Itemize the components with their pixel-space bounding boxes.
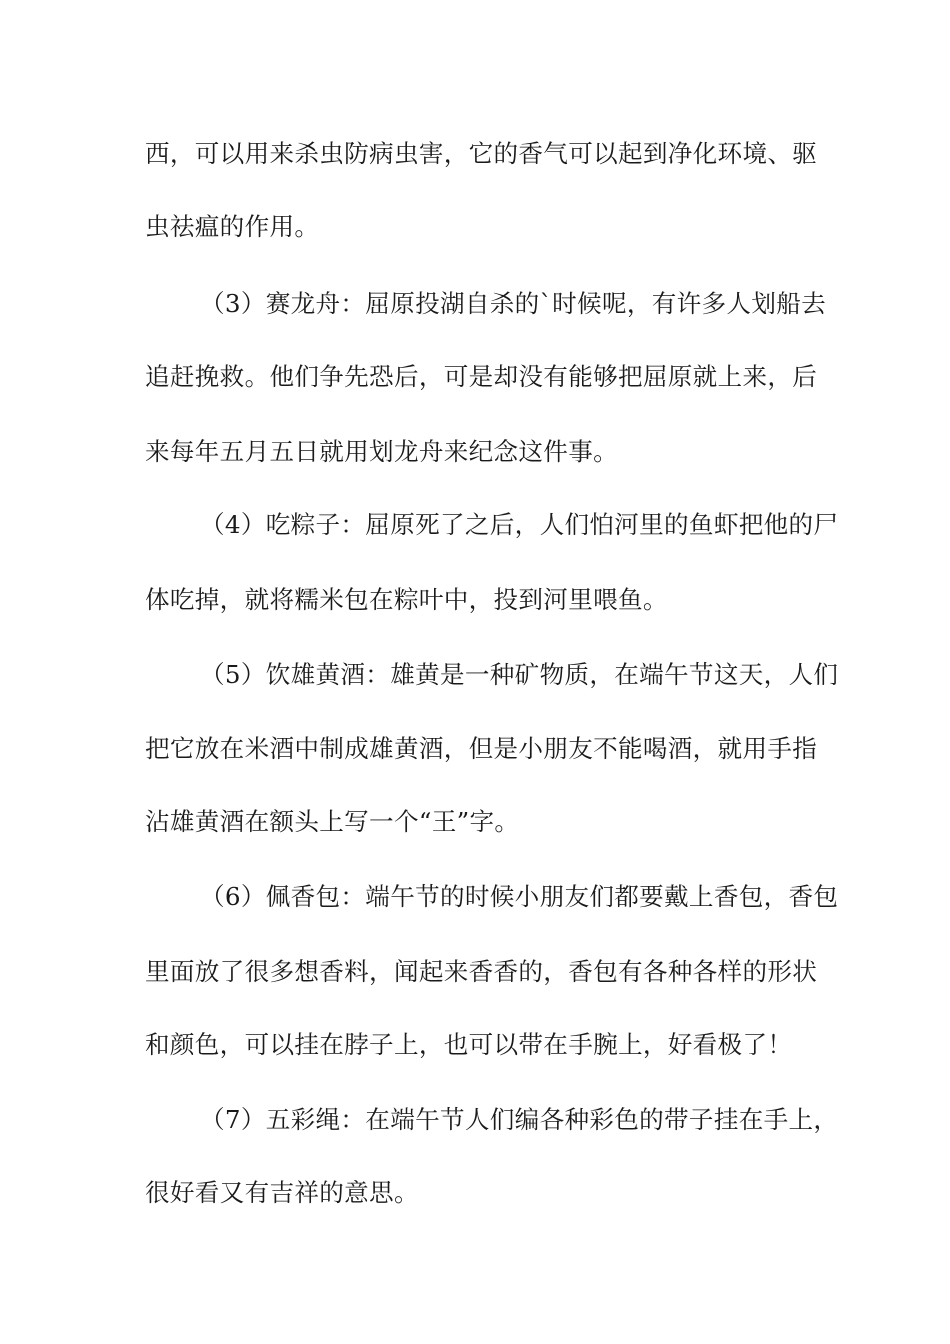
text-line: 里面放了很多想香料，闻起来香香的，香包有各种各样的形状 bbox=[145, 957, 818, 986]
text-line: 体吃掉，就将糯米包在粽叶中，投到河里喂鱼。 bbox=[145, 585, 668, 614]
paragraph-3-start: （3）赛龙舟：屈原投湖自杀的`时候呢，有许多人划船去 bbox=[200, 289, 826, 318]
paragraph-4-start: （4）吃粽子：屈原死了之后，人们怕河里的鱼虾把他的尸 bbox=[200, 510, 839, 539]
text-line: 和颜色，可以挂在脖子上，也可以带在手腕上，好看极了！ bbox=[145, 1030, 793, 1059]
paragraph-5-start: （5）饮雄黄酒：雄黄是一种矿物质，在端午节这天，人们 bbox=[200, 660, 839, 689]
text-line: 西，可以用来杀虫防病虫害，它的香气可以起到净化环境、驱 bbox=[145, 139, 818, 168]
paragraph-6-start: （6）佩香包：端午节的时候小朋友们都要戴上香包，香包 bbox=[200, 882, 839, 911]
text-line: 沾雄黄酒在额头上写一个“王”字。 bbox=[145, 807, 520, 836]
text-line: 来每年五月五日就用划龙舟来纪念这件事。 bbox=[145, 437, 618, 466]
text-line: 虫祛瘟的作用。 bbox=[145, 212, 320, 241]
text-line: 追赶挽救。他们争先恐后，可是却没有能够把屈原就上来，后 bbox=[145, 362, 818, 391]
paragraph-7-start: （7）五彩绳：在端午节人们编各种彩色的带子挂在手上， bbox=[200, 1105, 839, 1134]
text-line: 很好看又有吉祥的意思。 bbox=[145, 1178, 419, 1207]
text-line: 把它放在米酒中制成雄黄酒，但是小朋友不能喝酒，就用手指 bbox=[145, 734, 818, 763]
